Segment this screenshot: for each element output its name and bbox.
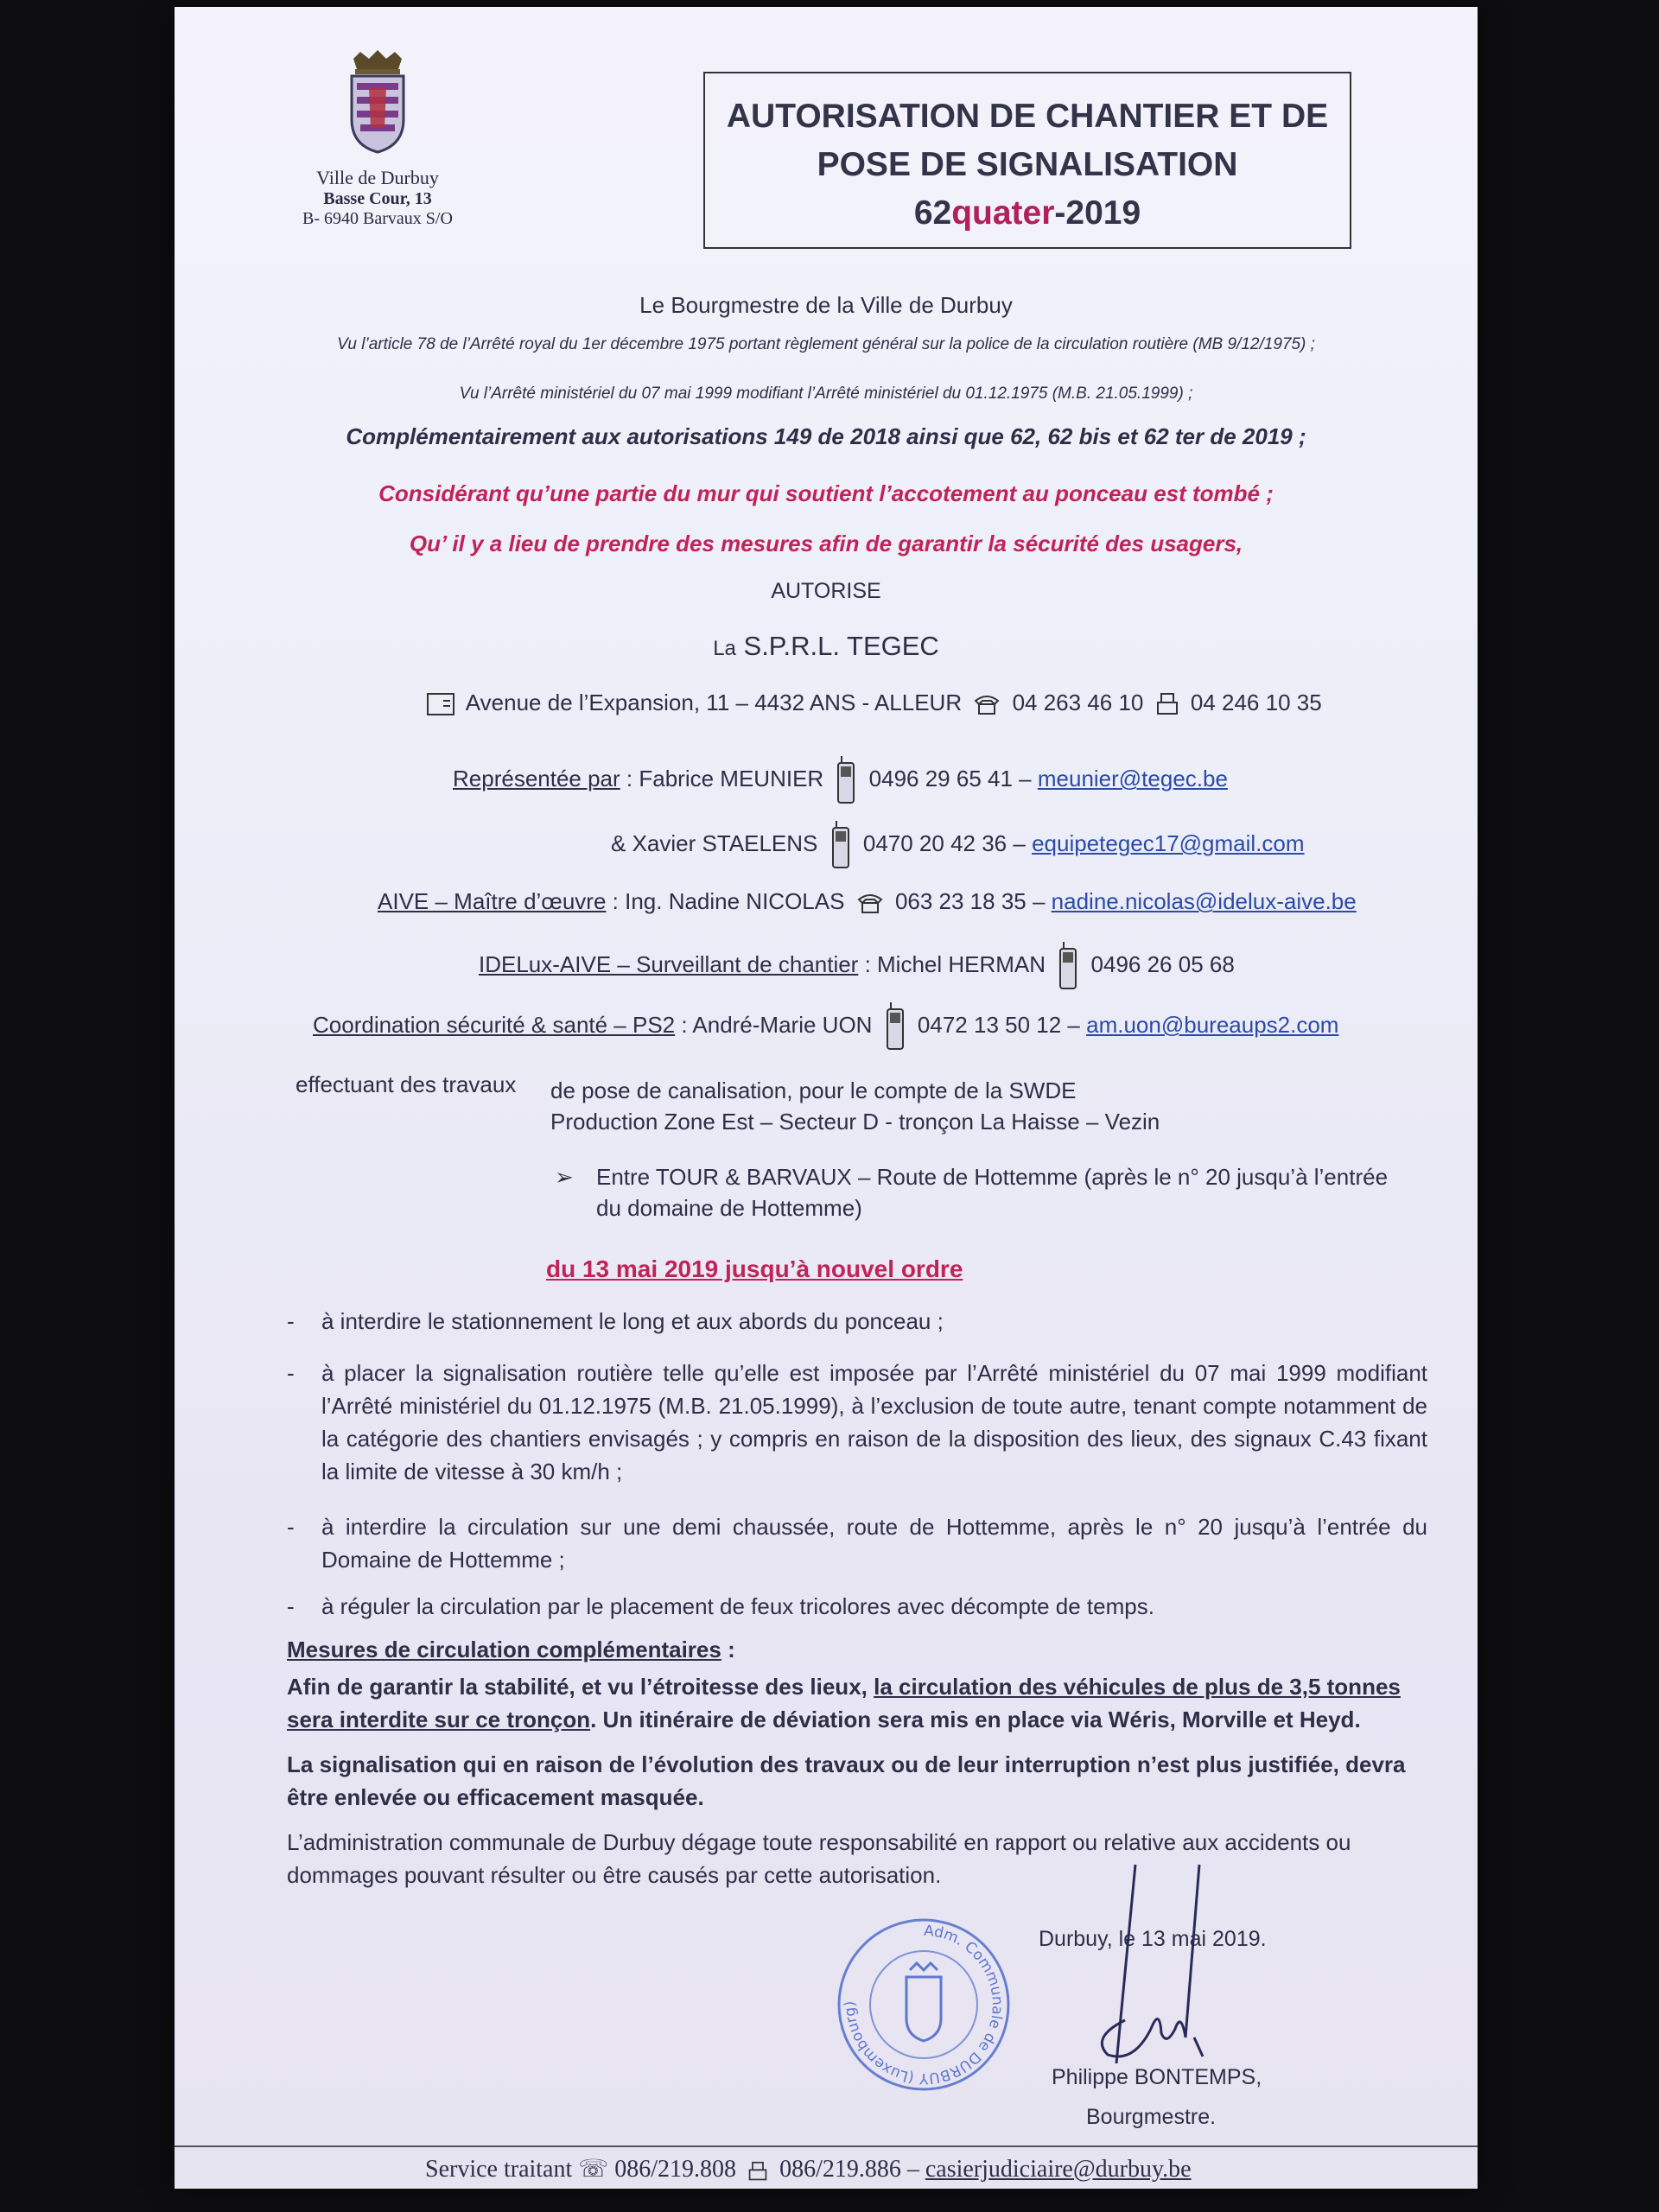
legal-reference-1: Vu l’article 78 de l’Arrêté royal du 1er décembre 1975 portant règlement général sur la police de la circulation routière (MB 9/12/1975) ;: [337, 335, 1315, 353]
contact-person: : Ing. Nadine NICOLAS: [612, 888, 845, 914]
company-fax: 04 246 10 35: [1190, 690, 1322, 715]
authority-line: Le Bourgmestre de la Ville de Durbuy: [639, 292, 1013, 318]
measure-text: à interdire le stationnement le long et aux abords du ponceau ;: [321, 1308, 944, 1334]
municipal-seal-icon: [836, 1916, 1013, 2094]
contact-role: Coordination sécurité & santé – PS2: [313, 1011, 676, 1038]
contact-email[interactable]: equipetegec17@gmail.com: [1032, 830, 1305, 856]
company-name: S.P.R.L. TEGEC: [743, 631, 939, 661]
measure-text: à réguler la circulation par le placement de feux tricolores avec décompte de temps.: [321, 1593, 1154, 1619]
works-line-2: Production Zone Est – Secteur D - tronçon La Haisse – Vezin: [550, 1109, 1160, 1135]
contact-email[interactable]: meunier@tegec.be: [1037, 765, 1228, 791]
coat-of-arms-icon: [343, 50, 412, 154]
contact-person: & Xavier STAELENS: [611, 830, 818, 856]
signature-place-date: Durbuy, le 13 mai 2019.: [1039, 1927, 1267, 1951]
arrow-bullet-icon: ➢: [555, 1164, 574, 1190]
title-line-2: POSE DE SIGNALISATION: [817, 146, 1238, 183]
contact-row: [611, 819, 1305, 871]
footer-phone: 086/219.808: [614, 2156, 737, 2183]
measure-item: - à placer la signalisation routière telle qu’elle est imposée par l’Arrêté ministériel du 07 mai 1999 modifiant l’Arrêté ministériel du 01.12.1975 (M.B. 21.05.1999), à l’exclusion de toute autre, tenant compte notamment de la catégorie des chantiers envisagés ; y compris en raison de la disposition des lieux, des signaux C.43 fixant la limite de vitesse à 30 km/h ;: [287, 1357, 1427, 1488]
title-line-1: AUTORISATION DE CHANTIER ET DE: [726, 98, 1329, 135]
signatory-title: Bourgmestre.: [1086, 2105, 1217, 2129]
contact-row: [479, 940, 1235, 992]
company-name-prefix: La: [713, 637, 736, 660]
footer-label: Service traitant: [425, 2156, 573, 2183]
contact-phone: 0472 13 50 12 –: [917, 1011, 1080, 1038]
authorisation-document: [175, 7, 1478, 2189]
footer-contact: [425, 2154, 1192, 2183]
mobile-phone-icon: [884, 1001, 906, 1052]
works-line-1: de pose de canalisation, pour le compte de la SWDE: [550, 1077, 1077, 1103]
contact-person: : Fabrice MEUNIER: [626, 765, 824, 791]
measure-item: - à interdire le stationnement le long et aux abords du ponceau ;: [287, 1305, 1427, 1338]
mobile-phone-icon: [835, 754, 857, 806]
footer-email[interactable]: casierjudiciaire@durbuy.be: [925, 2156, 1192, 2183]
contact-email[interactable]: nadine.nicolas@idelux-aive.be: [1051, 888, 1357, 914]
handwritten-signature-icon: [1065, 1856, 1229, 2072]
contact-person: : André-Marie UON: [681, 1011, 873, 1038]
authorise-heading: AUTORISE: [771, 579, 881, 603]
signage-note: La signalisation qui en raison de l’évolution des travaux ou de leur interruption n’est plus justifiée, devra être enlevée ou efficacement masquée.: [287, 1751, 1406, 1810]
contact-phone: 0496 26 05 68: [1090, 950, 1235, 977]
footer-fax: 086/219.886 –: [779, 2156, 919, 2183]
municipality-street: Basse Cour, 13: [323, 189, 432, 208]
company-address-line: [421, 690, 1322, 716]
measure-text: à placer la signalisation routière telle qu’elle est imposée par l’Arrêté ministériel du 07 mai 1999 modifiant l’Arrêté ministériel du 01.12.1975 (M.B. 21.05.1999), à l’exclusion de toute autre, tenant compte notamment de la catégorie des chantiers envisagés ; y compris en raison de la disposition des lieux, des signaux C.43 fixant la limite de vitesse à 30 km/h ;: [321, 1360, 1427, 1484]
svg-text:Adm. Communale de DURBUY (Luxe: Adm. Communale de DURBUY (Luxembourg): [841, 1922, 1007, 2088]
contact-row: [313, 1001, 1338, 1052]
telephone-icon: [856, 891, 884, 915]
complementary-heading: Mesures de circulation complémentaires :: [287, 1637, 735, 1662]
contact-phone: 0496 29 65 41 –: [868, 765, 1032, 791]
works-label: effectuant des travaux: [296, 1071, 517, 1097]
complementary-text: Afin de garantir la stabilité, et vu l’étroitesse des lieux, la circulation des véhicules de plus de 3,5 tonnes sera interdite sur ce tronçon. Un itinéraire de déviation sera mis en place via Wéris, Morville et Heyd.: [287, 1674, 1401, 1732]
fax-icon: [1155, 692, 1179, 716]
works-location: [555, 1161, 1388, 1224]
telephone-icon: [973, 692, 1001, 716]
measure-item: - à réguler la circulation par le placement de feux tricolores avec décompte de temps.: [287, 1590, 1427, 1623]
contact-role: IDELux-AIVE – Surveillant de chantier: [479, 950, 859, 977]
company-phone: 04 263 46 10: [1012, 690, 1144, 715]
municipality-header: [278, 50, 477, 229]
footer-telephone-icon: ☏: [578, 2156, 609, 2183]
mobile-phone-icon: [1057, 940, 1079, 992]
mobile-phone-icon: [830, 819, 852, 871]
title-box: [703, 72, 1351, 249]
location-line-2: du domaine de Hottemme): [596, 1195, 862, 1221]
signatory-name: Philippe BONTEMPS,: [1052, 2065, 1262, 2089]
considering-line: Considérant qu’une partie du mur qui soutient l’accotement au ponceau est tombé ;: [378, 480, 1274, 506]
contact-phone: 0470 20 42 36 –: [862, 830, 1026, 856]
contact-email[interactable]: am.uon@bureaups2.com: [1086, 1011, 1339, 1038]
complement-line: Complémentairement aux autorisations 149 de 2018 ainsi que 62, 62 bis et 62 ter de 2019 ;: [346, 423, 1306, 449]
works-description: [550, 1075, 1160, 1137]
authorisation-number: 62quater-2019: [913, 194, 1141, 232]
contact-person: : Michel HERMAN: [864, 950, 1046, 977]
measure-text: à interdire la circulation sur une demi chaussée, route de Hottemme, après le n° 20 jusqu’à l’entrée du Domaine de Hottemme ;: [321, 1514, 1427, 1573]
legal-reference-2: Vu l’Arrêté ministériel du 07 mai 1999 modifiant l’Arrêté ministériel du 01.12.1975 (M.B. 21.05.1999) ;: [459, 385, 1193, 403]
official-stamp: [836, 1916, 1013, 2094]
contact-row: [453, 754, 1228, 806]
municipality-name: Ville de Durbuy: [316, 167, 439, 188]
measure-item: - à interdire la circulation sur une demi chaussée, route de Hottemme, après le n° 20 jusqu’à l’entrée du Domaine de Hottemme ;: [287, 1510, 1427, 1576]
measures-line: Qu’ il y a lieu de prendre des mesures afin de garantir la sécurité des usagers,: [409, 531, 1243, 556]
contact-phone: 063 23 18 35 –: [894, 888, 1046, 914]
location-line-1: Entre TOUR & BARVAUX – Route de Hottemme (après le n° 20 jusqu’à l’entrée: [596, 1164, 1389, 1190]
footer-divider: [175, 2145, 1478, 2147]
municipality-city: B- 6940 Barvaux S/O: [302, 209, 453, 228]
company-address: Avenue de l’Expansion, 11 – 4432 ANS - ALLEUR: [465, 690, 963, 715]
company-name-line: [175, 631, 1478, 662]
contact-row: [378, 888, 1357, 915]
address-card-icon: [426, 692, 455, 716]
footer-fax-icon: [747, 2161, 768, 2182]
contact-role: Représentée par: [453, 765, 620, 791]
period-heading: du 13 mai 2019 jusqu’à nouvel ordre: [546, 1255, 963, 1282]
liability-note: L’administration communale de Durbuy dégage toute responsabilité en rapport ou relative aux accidents ou dommages pouvant résulter ou être causés par cette autorisation.: [287, 1829, 1351, 1888]
contact-role: AIVE – Maître d’œuvre: [378, 888, 607, 914]
